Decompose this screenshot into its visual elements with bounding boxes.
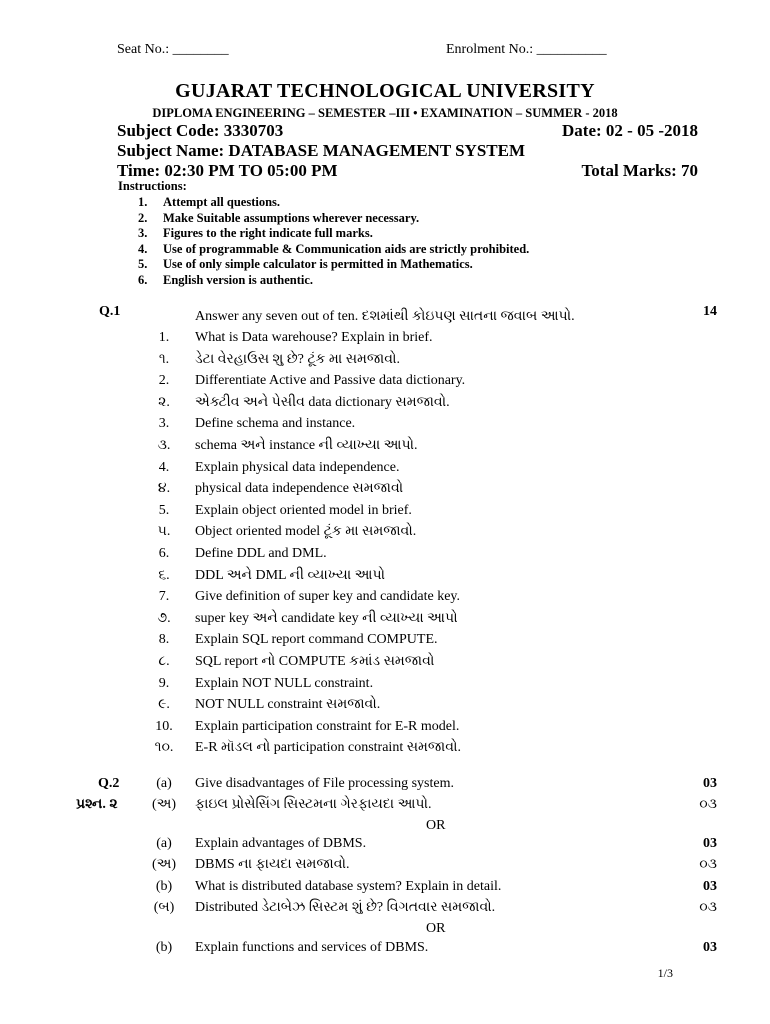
q2-item-text: What is distributed database system? Explain in detail. xyxy=(195,879,502,894)
instruction-text: Use of only simple calculator is permitted in Mathematics. xyxy=(163,257,473,272)
q1-item-number: ૪. xyxy=(157,481,171,497)
q2-item-text: Explain functions and services of DBMS. xyxy=(195,940,429,955)
q1-item-text: SQL report નો COMPUTE કમાંડ સમજાવો xyxy=(195,654,435,669)
instruction-number: 6. xyxy=(138,273,148,287)
q2-item-marks: 03 xyxy=(703,879,717,894)
q1-item-text: super key અને candidate key ની વ્યાખ્યા આપો xyxy=(195,610,458,626)
instructions-heading: Instructions: xyxy=(118,179,187,193)
q1-item-text: Explain physical data independence. xyxy=(195,459,400,475)
q1-item-number: 4. xyxy=(158,459,170,475)
instruction-item xyxy=(138,242,529,257)
subject-code: Subject Code: 3330703 xyxy=(117,121,284,140)
instruction-number: 5. xyxy=(138,257,148,272)
instruction-number: 2. xyxy=(138,210,148,225)
q1-item-text: Explain object oriented model in brief. xyxy=(195,502,412,518)
q1-item-text: Differentiate Active and Passive data dictionary. xyxy=(195,373,466,389)
instruction-item xyxy=(138,195,280,210)
q2-item-number: (અ) xyxy=(151,797,177,812)
q1-item-text: DDL અને DML ની વ્યાખ્યા આપો xyxy=(195,567,386,583)
exam-line: DIPLOMA ENGINEERING – SEMESTER –III • EXAMINATION – SUMMER - 2018 xyxy=(152,106,618,120)
instruction-text: Attempt all questions. xyxy=(163,195,281,209)
q1-item-number: ૧. xyxy=(158,351,170,367)
q2-item-text: Distributed ડેટાબેઝ સિસ્ટમ શું છે? વિગતવાર સમજાવો. xyxy=(195,900,496,915)
q2-item-number: (a) xyxy=(156,776,172,791)
q1-item-text: What is Data warehouse? Explain in brief. xyxy=(195,330,433,345)
q1-item-text: schema અને instance ની વ્યાખ્યા આપો. xyxy=(195,438,418,453)
q2-item-marks: ૦૩ xyxy=(699,857,717,872)
q1-item-number: ૯. xyxy=(158,697,170,713)
q1-item-text: Define schema and instance. xyxy=(195,416,356,432)
q1-item-text: ડેટા વેરહાઉસ શુ છે? ટૂંક મા સમજાવો. xyxy=(195,351,400,367)
q1-item-number: 1. xyxy=(158,330,170,345)
q2-item-number: (b) xyxy=(155,879,173,894)
q2-label: Q.2 xyxy=(98,776,120,791)
instruction-item xyxy=(138,257,473,272)
instruction-text: Figures to the right indicate full marks. xyxy=(163,226,373,241)
q2-item-marks: ૦૩ xyxy=(699,797,717,812)
q2-item-text: Explain advantages of DBMS. xyxy=(195,836,367,851)
q1-item-number: 9. xyxy=(158,675,170,691)
exam-time: Time: 02:30 PM TO 05:00 PM xyxy=(117,161,338,180)
q2-item-marks: 03 xyxy=(703,940,717,955)
q1-item-text: NOT NULL constraint સમજાવો. xyxy=(195,697,381,713)
q2-item-text: ફાઇલ પ્રોસેસિંગ સિસ્ટમના ગેરફાયદા આપો. xyxy=(195,797,432,812)
q1-item-text: એક્ટીવ અને પેસીવ data dictionary સમજાવો. xyxy=(195,394,450,410)
q1-item-text: Explain participation constraint for E-R model. xyxy=(195,718,460,734)
instruction-number: 3. xyxy=(138,226,148,241)
enrolment-no: Enrolment No.: __________ xyxy=(446,42,607,57)
q1-item-number: 8. xyxy=(158,632,170,648)
q1-item-number: ૬. xyxy=(158,567,170,583)
instruction-number: 1. xyxy=(138,195,148,209)
q2-item-marks: 03 xyxy=(703,836,717,851)
instruction-item xyxy=(138,273,313,288)
q2-item-number: (a) xyxy=(156,836,172,851)
q2-label-gujarati: પ્રશ્ન. ૨ xyxy=(76,797,118,812)
q1-item-number: 2. xyxy=(158,373,170,389)
university-title: GUJARAT TECHNOLOGICAL UNIVERSITY xyxy=(175,80,595,102)
q1-item-number: ૮. xyxy=(158,654,170,669)
q2-item-marks: ૦૩ xyxy=(699,900,717,915)
q2-item-marks: 03 xyxy=(703,776,717,791)
q1-item-number: ૩. xyxy=(157,438,171,453)
q1-item-text: Give definition of super key and candidate key. xyxy=(195,589,461,605)
q1-item-number: 5. xyxy=(158,502,170,518)
q2-item-number: (બ) xyxy=(153,900,175,915)
instruction-item xyxy=(138,226,373,241)
q1-item-text: Object oriented model ટૂંક મા સમજાવો. xyxy=(195,524,417,540)
or-separator: OR xyxy=(426,818,446,833)
q1-item-text: E-R મૉડલ નો participation constraint સમજાવો. xyxy=(195,740,461,756)
q1-intro: Answer any seven out of ten. દશમાંથી કોઇપણ સાતના જવાબ આપો. xyxy=(195,309,575,324)
q2-item-text: Give disadvantages of File processing system. xyxy=(195,776,454,791)
q1-item-number: 10. xyxy=(155,718,173,734)
q1-item-text: Define DDL and DML. xyxy=(195,546,327,561)
q2-item-text: DBMS ના ફાયદા સમજાવો. xyxy=(195,857,350,872)
subject-name: Subject Name: DATABASE MANAGEMENT SYSTEM xyxy=(117,141,526,160)
q1-marks: 14 xyxy=(703,304,717,319)
instruction-item xyxy=(138,211,419,226)
instruction-text: English version is authentic. xyxy=(163,273,314,287)
q1-item-text: physical data independence સમજાવો xyxy=(195,481,404,497)
instruction-text: Use of programmable & Communication aids are strictly prohibited. xyxy=(163,241,530,256)
q1-label: Q.1 xyxy=(99,304,121,319)
page-number: 1/3 xyxy=(657,966,673,980)
instruction-text: Make Suitable assumptions wherever necessary. xyxy=(163,210,420,225)
seat-no: Seat No.: ________ xyxy=(117,42,229,57)
q1-item-number: 7. xyxy=(158,589,170,605)
q1-item-number: ૭. xyxy=(157,610,171,626)
q1-item-number: ૫. xyxy=(157,524,171,540)
q1-item-number: 3. xyxy=(158,416,170,432)
q1-item-number: ૧૦. xyxy=(154,740,174,756)
q2-item-number: (અ) xyxy=(151,857,177,872)
instruction-number: 4. xyxy=(138,241,148,256)
total-marks: Total Marks: 70 xyxy=(581,161,698,180)
q1-item-text: Explain SQL report command COMPUTE. xyxy=(195,632,438,648)
exam-date: Date: 02 - 05 -2018 xyxy=(562,121,698,140)
q2-item-number: (b) xyxy=(155,940,173,955)
q1-item-number: ૨. xyxy=(158,394,170,410)
q1-item-number: 6. xyxy=(158,546,170,561)
q1-item-text: Explain NOT NULL constraint. xyxy=(195,675,374,691)
or-separator: OR xyxy=(426,921,446,936)
